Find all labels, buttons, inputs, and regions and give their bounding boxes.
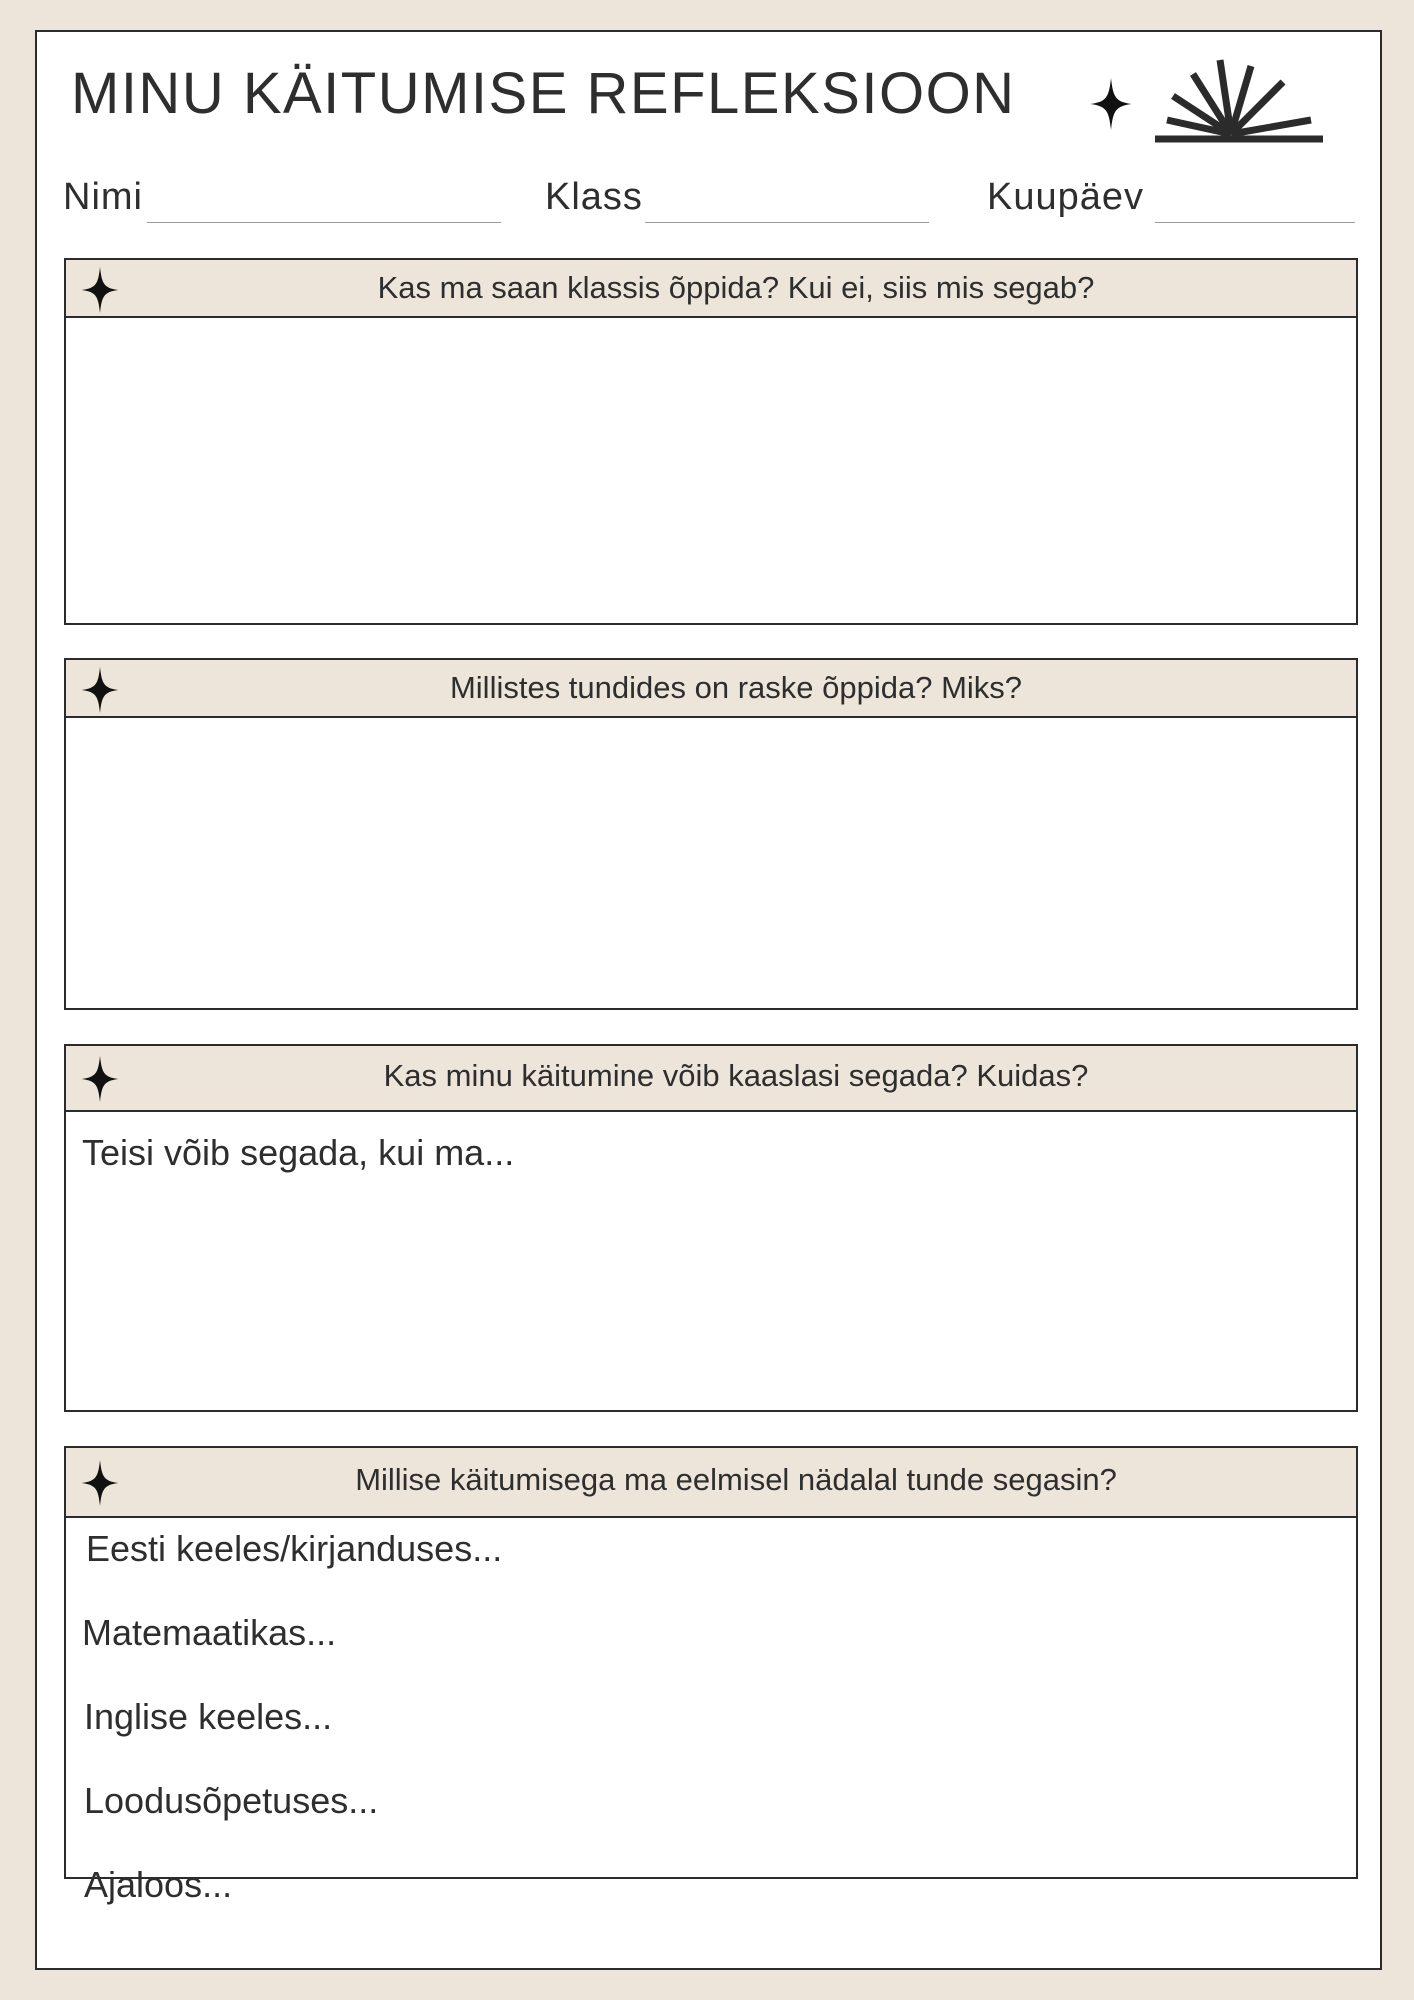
name-label: Nimi <box>63 176 143 218</box>
date-label: Kuupäev <box>987 176 1145 218</box>
answer-area[interactable] <box>66 318 1356 623</box>
subject-prompt-estonian: Eesti keeles/kirjanduses... <box>86 1528 503 1569</box>
date-line[interactable] <box>1155 222 1355 223</box>
question-section-4 <box>64 1446 1358 1905</box>
four-point-star-icon <box>78 1056 122 1102</box>
question-section-1 <box>64 258 1358 625</box>
section-question: Millistes tundides on raske õppida? Miks? <box>449 670 1023 705</box>
page-title: MINU KÄITUMISE REFLEKSIOON <box>71 61 1016 126</box>
class-label: Klass <box>545 176 643 218</box>
answer-prompt: Teisi võib segada, kui ma... <box>82 1132 515 1173</box>
question-section-3 <box>64 1044 1358 1412</box>
section-question: Millise käitumisega ma eelmisel nädalal tunde segasin? <box>355 1462 1117 1497</box>
answer-area[interactable] <box>66 1112 1356 1410</box>
subject-prompt-english: Inglise keeles... <box>84 1696 333 1737</box>
subject-prompt-math: Matemaatikas... <box>82 1612 337 1653</box>
section-header <box>66 1448 1356 1518</box>
name-field[interactable] <box>63 177 509 223</box>
class-line[interactable] <box>645 222 929 223</box>
four-point-star-icon <box>78 667 122 713</box>
four-point-star-icon <box>1090 78 1132 130</box>
section-question: Kas minu käitumine võib kaaslasi segada? Kuidas? <box>383 1058 1089 1093</box>
question-section-2 <box>64 658 1358 1010</box>
sunburst-icon <box>1155 58 1323 144</box>
section-question: Kas ma saan klassis õppida? Kui ei, siis mis segab? <box>377 270 1095 305</box>
date-field[interactable] <box>987 177 1357 223</box>
four-point-star-icon <box>78 1460 122 1506</box>
name-line[interactable] <box>147 222 501 223</box>
answer-area[interactable] <box>66 1518 1356 1905</box>
subject-prompt-history: Ajaloos... <box>84 1864 233 1905</box>
section-header <box>66 660 1356 718</box>
section-header <box>66 260 1356 318</box>
subject-prompt-science: Loodusõpetuses... <box>84 1780 379 1821</box>
answer-area[interactable] <box>66 718 1356 1008</box>
four-point-star-icon <box>78 267 122 313</box>
class-field[interactable] <box>545 177 945 223</box>
worksheet-page <box>35 30 1382 1970</box>
section-header <box>66 1046 1356 1112</box>
